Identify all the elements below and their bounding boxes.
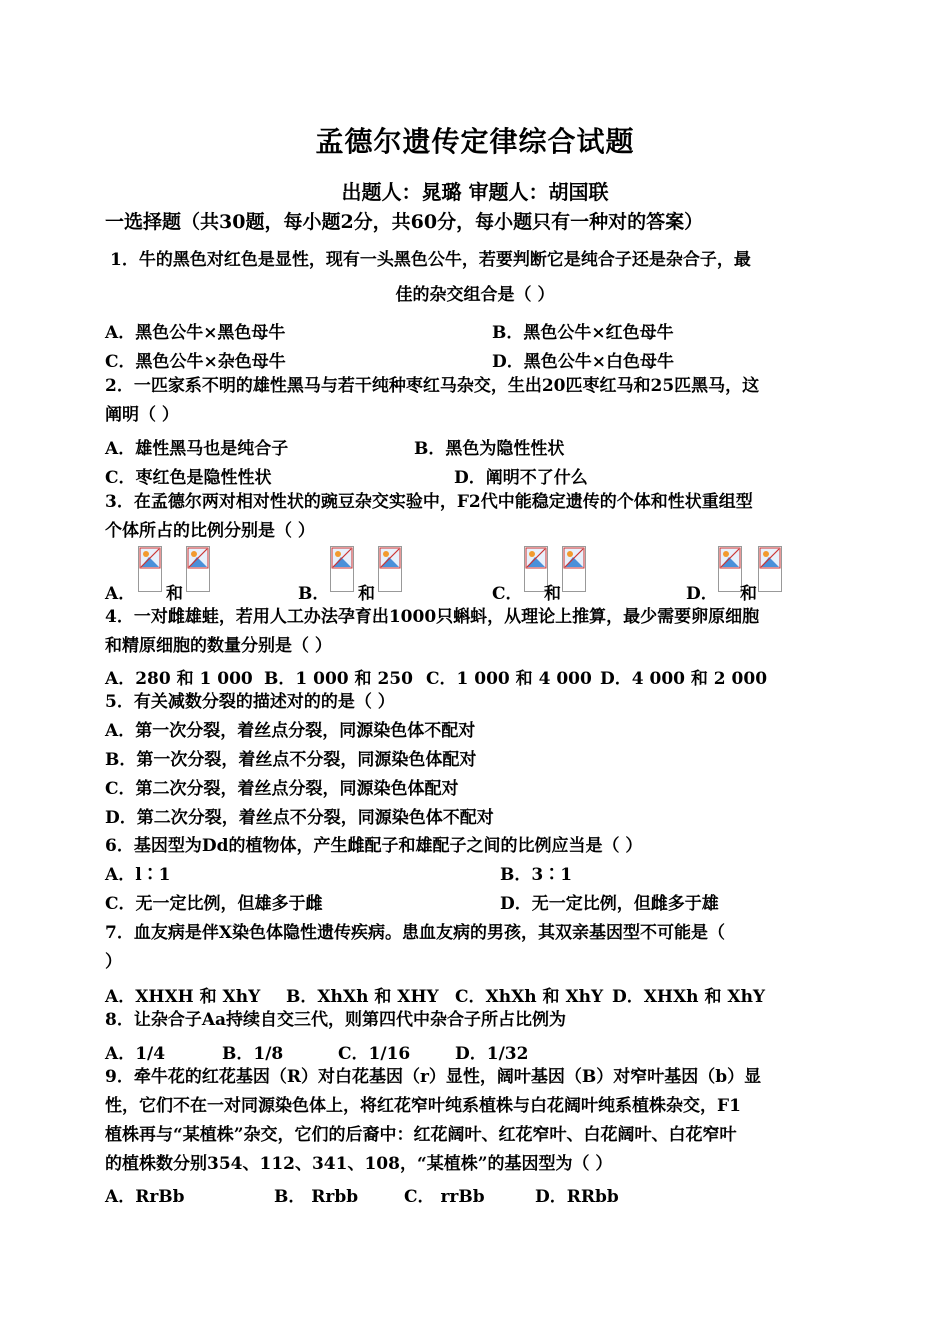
q6-option-c: C．无一定比例，但雄多于雌 (105, 894, 323, 914)
q2-option-d: D．阐明不了什么 (454, 468, 588, 488)
q5-option-b: B．第一次分裂，着丝点不分裂，同源染色体配对 (105, 750, 477, 770)
q9-stem-line4: 的植株数分别354、112、341、108，“某植株”的基因型为（ ） (105, 1154, 613, 1174)
section-heading: 一选择题（共30题，每小题2分，共60分，每小题只有一种对的答案） (105, 211, 704, 233)
q2-option-b: B．黑色为隐性性状 (414, 439, 565, 459)
q7-stem-line2: ） (105, 952, 122, 972)
q3-option-d-fraction2-image (758, 546, 782, 592)
q1-option-d: D．黑色公牛×白色母牛 (492, 352, 674, 372)
q3-option-a-label: A． (105, 584, 136, 604)
q3-option-d-label: D． (686, 584, 718, 604)
document-title: 孟德尔遗传定律综合试题 (315, 125, 635, 158)
q8-option-c: C．1/16 (338, 1044, 411, 1064)
q3-option-b-fraction1-image (330, 546, 354, 592)
q8-stem-line1: 8．让杂合子Aa持续自交三代，则第四代中杂合子所占比例为 (105, 1010, 567, 1030)
q5-option-d: D．第二次分裂，着丝点不分裂，同源染色体不配对 (105, 808, 494, 828)
q1-option-b: B．黑色公牛×红色母牛 (492, 323, 674, 343)
q4-option-b: B．1 000 和 250 (264, 669, 413, 689)
q2-option-a: A．雄性黑马也是纯合子 (105, 439, 289, 459)
q7-option-b: B．XhXh 和 XHY (286, 987, 439, 1007)
q7-option-c: C．XhXh 和 XhY (455, 987, 604, 1007)
q6-stem-line1: 6．基因型为Dd的植物体，产生雌配子和雄配子之间的比例应当是（ ） (105, 836, 643, 856)
q3-option-c-label: C． (492, 584, 523, 604)
q9-option-a: A．RrBb (105, 1187, 185, 1207)
q3-stem-line1: 3．在孟德尔两对相对性状的豌豆杂交实验中，F2代中能稳定遗传的个体和性状重组型 (105, 492, 753, 512)
q7-option-d: D．XHXh 和 XhY (612, 987, 766, 1007)
q8-option-a: A．1/4 (105, 1044, 166, 1064)
q9-option-b: B． Rrbb (274, 1187, 359, 1207)
q1-stem-line1: 1．牛的黑色对红色是显性，现有一头黑色公牛，若要判断它是纯合子还是杂合子，最 (110, 250, 751, 270)
q2-stem-line2: 阐明（ ） (105, 405, 179, 425)
q3-stem-line2: 个体所占的比例分别是（ ） (105, 521, 315, 541)
q5-option-a: A．第一次分裂，着丝点分裂，同源染色体不配对 (105, 721, 476, 741)
q3-option-a-and: 和 (166, 584, 183, 604)
q3-option-b-and: 和 (358, 584, 375, 604)
q3-option-c-and: 和 (544, 584, 561, 604)
document-subtitle: 出题人：晁璐 审题人：胡国联 (341, 180, 609, 204)
q1-stem-line2: 佳的杂交组合是（ ） (395, 285, 555, 305)
q8-option-b: B．1/8 (222, 1044, 284, 1064)
q9-stem-line3: 植株再与“某植株”杂交，它们的后裔中：红花阔叶、红花窄叶、白花阔叶、白花窄叶 (105, 1125, 737, 1145)
q3-option-a-fraction2-image (186, 546, 210, 592)
q4-option-c: C．1 000 和 4 000 (426, 669, 592, 689)
q3-option-b-label: B． (298, 584, 330, 604)
q5-option-c: C．第二次分裂，着丝点分裂，同源染色体配对 (105, 779, 459, 799)
q6-option-b: B．3∶1 (500, 865, 573, 885)
q6-option-d: D．无一定比例，但雌多于雄 (500, 894, 719, 914)
q1-option-a: A．黑色公牛×黑色母牛 (105, 323, 286, 343)
q9-option-d: D．RRbb (535, 1187, 619, 1207)
q3-option-d-and: 和 (740, 584, 757, 604)
q8-option-d: D．1/32 (455, 1044, 529, 1064)
q4-option-d: D．4 000 和 2 000 (600, 669, 768, 689)
q9-option-c: C． rrBb (404, 1187, 485, 1207)
q9-stem-line2: 性，它们不在一对同源染色体上，将红花窄叶纯系植株与白花阔叶纯系植株杂交，F1 (105, 1096, 741, 1116)
q3-option-b-fraction2-image (378, 546, 402, 592)
q4-stem-line2: 和精原细胞的数量分别是（ ） (105, 636, 332, 656)
q6-option-a: A．l∶1 (105, 865, 171, 885)
q5-stem-line1: 5．有关减数分裂的描述对的的是（ ） (105, 692, 395, 712)
q3-option-d-fraction1-image (718, 546, 742, 592)
q4-option-a: A．280 和 1 000 (105, 669, 253, 689)
q3-option-c-fraction2-image (562, 546, 586, 592)
q1-option-c: C．黑色公牛×杂色母牛 (105, 352, 286, 372)
q7-stem-line1: 7．血友病是伴X染色体隐性遗传疾病。患血友病的男孩，其双亲基因型不可能是（ (105, 923, 726, 943)
q3-option-a-fraction1-image (138, 546, 162, 592)
q4-stem-line1: 4．一对雌雄蛙，若用人工办法孕育出1000只蝌蚪，从理论上推算，最少需要卵原细胞 (105, 607, 760, 627)
q2-option-c: C．枣红色是隐性性状 (105, 468, 272, 488)
q7-option-a: A．XHXH 和 XhY (105, 987, 261, 1007)
q2-stem-line1: 2．一匹家系不明的雄性黑马与若干纯种枣红马杂交，生出20匹枣红马和25匹黑马，这 (105, 376, 760, 396)
q9-stem-line1: 9．牵牛花的红花基因（R）对白花基因（r）显性，阔叶基因（B）对窄叶基因（b）显 (105, 1067, 762, 1087)
